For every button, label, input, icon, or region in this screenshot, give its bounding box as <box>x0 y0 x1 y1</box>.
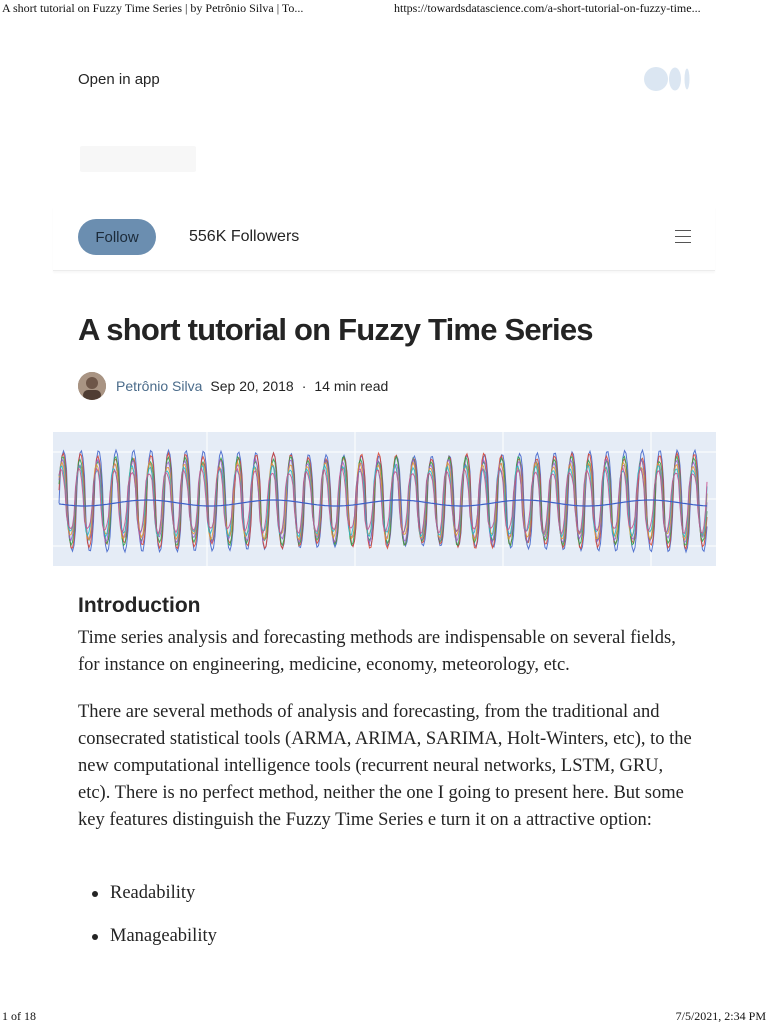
print-header-url: https://towardsdatascience.com/a-short-tutorial-on-fuzzy-time... <box>394 1 701 15</box>
hero-time-series-plot <box>53 432 716 566</box>
byline <box>78 372 388 400</box>
paragraph-2: There are several methods of analysis and forecasting, from the traditional and consecrated statistical tools (ARMA, ARIMA, SARIMA, Holt-Winters, etc), to the new computational intelligence tools (recurrent neural networks, LSTM, GRU, etc). There is no perfect method, neither the one I going to present here. But some key features distinguish the Fuzzy Time Series e turn it on a attractive option: <box>78 702 692 830</box>
paragraph-1: Time series analysis and forecasting methods are indispensable on several fields, for instance on engineering, medicine, economy, meteorology, etc. <box>78 628 676 675</box>
section-heading-introduction: Introduction <box>78 594 201 617</box>
follow-button[interactable]: Follow <box>78 219 156 255</box>
publication-logo-placeholder <box>80 146 196 172</box>
feature-list <box>78 880 217 966</box>
followers-count: 556K Followers <box>189 228 300 245</box>
read-time: 14 min read <box>314 378 389 394</box>
article-title: A short tutorial on Fuzzy Time Series <box>78 312 593 347</box>
print-header-title: A short tutorial on Fuzzy Time Series | by Petrônio Silva | To... <box>2 1 304 15</box>
hero-image <box>53 432 716 566</box>
byline-separator: · <box>301 378 307 394</box>
list-item-text: Readability <box>110 883 196 903</box>
follow-bar <box>53 206 715 271</box>
avatar[interactable] <box>78 372 106 400</box>
print-footer <box>0 1008 768 1024</box>
medium-logo-icon[interactable] <box>644 67 692 91</box>
list-item-text: Manageability <box>110 926 217 946</box>
print-header <box>0 0 768 16</box>
list-item <box>78 880 217 923</box>
publish-date: Sep 20, 2018 <box>210 378 294 394</box>
print-datetime: 7/5/2021, 2:34 PM <box>675 1009 766 1023</box>
hamburger-menu-icon[interactable] <box>675 230 691 246</box>
list-item <box>78 923 217 966</box>
open-in-app-link[interactable]: Open in app <box>78 71 160 88</box>
page-indicator: 1 of 18 <box>2 1009 36 1023</box>
author-link[interactable]: Petrônio Silva <box>116 378 203 394</box>
